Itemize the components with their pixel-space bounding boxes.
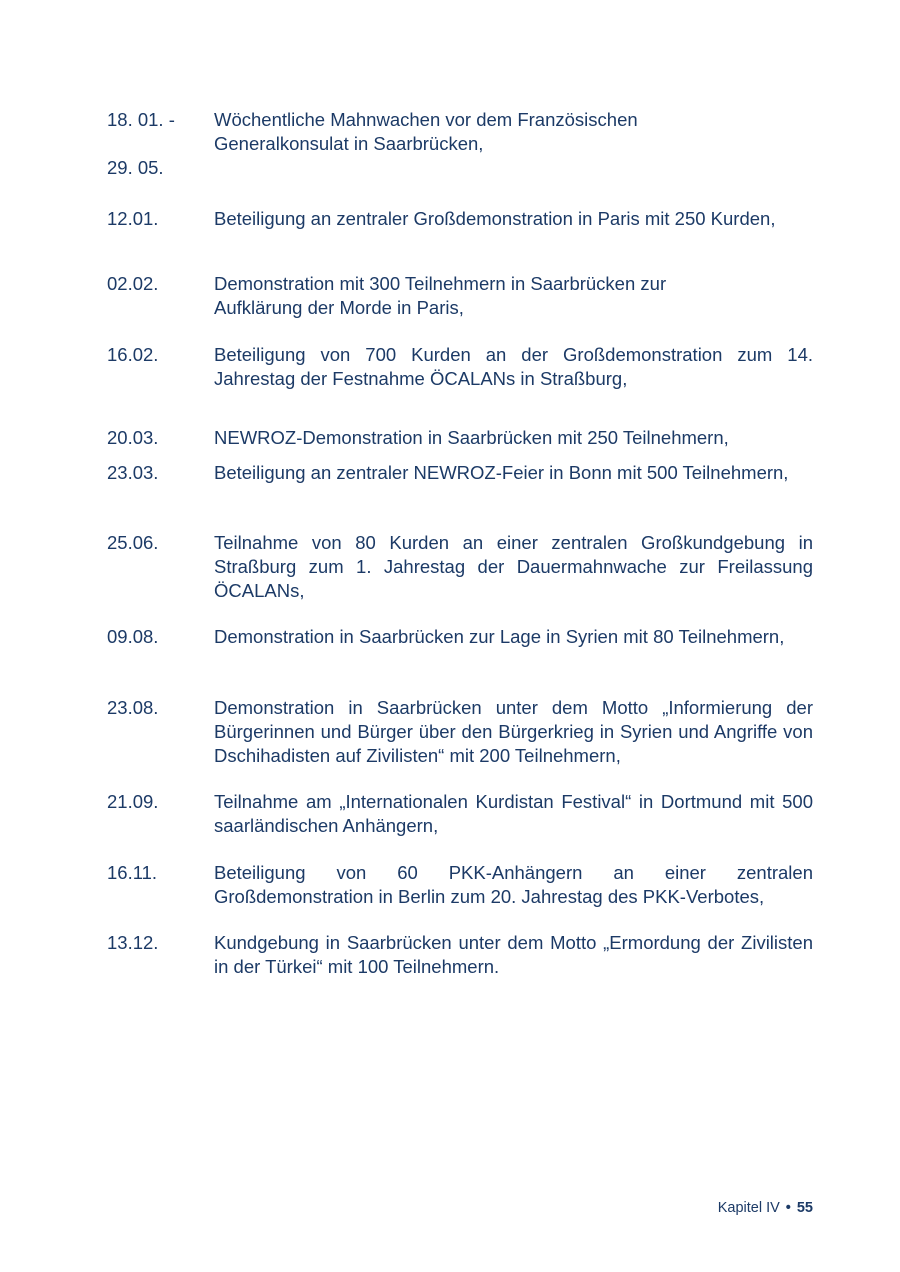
footer-separator: • — [785, 1200, 791, 1216]
list-item — [107, 108, 813, 180]
page-number: 55 — [796, 1200, 813, 1216]
entry-date-end: 29. 05. — [107, 157, 164, 178]
entry-date: 18. 01. - — [107, 109, 175, 130]
entry-text: Beteiligung an zentraler NEWROZ-Feier in Bonn mit 500 Teilnehmern, — [214, 462, 789, 483]
entry-date: 09.08. — [107, 626, 159, 647]
page-footer — [718, 1198, 813, 1218]
entry-text: Teilnahme von 80 Kurden an einer zentralen Großkundgebung in Straßburg zum 1. Jahrestag der Dauermahnwache zur Freilassung ÖCALANs, — [214, 532, 813, 601]
chapter-label: Kapitel IV — [717, 1200, 780, 1216]
entry-text: Kundgebung in Saarbrücken unter dem Motto „Ermordung der Zivilisten in der Türkei“ mit 100 Teilnehmern. — [214, 932, 813, 977]
entry-date: 23.03. — [107, 462, 159, 483]
entry-date: 23.08. — [107, 697, 159, 718]
entry-date: 21.09. — [107, 791, 159, 812]
entry-date: 16.11. — [107, 862, 158, 883]
entry-text: Wöchentliche Mahnwachen vor dem Französischen Generalkonsulat in Saarbrücken, — [214, 109, 638, 154]
entry-text: NEWROZ-Demonstration in Saarbrücken mit 250 Teilnehmern, — [214, 427, 729, 448]
entry-text: Demonstration in Saarbrücken zur Lage in Syrien mit 80 Teilnehmern, — [214, 626, 785, 647]
entry-text: Beteiligung von 700 Kurden an der Großdemonstration zum 14. Jahrestag der Festnahme ÖCALANs in Straßburg, — [214, 344, 813, 389]
entry-text: Demonstration in Saarbrücken unter dem Motto „Informierung der Bürgerinnen und Bürger über den Bürgerkrieg in Syrien und Angriffe von Dschihadisten auf Zivilisten“ mit 200 Teilnehmern, — [214, 697, 813, 766]
entry-text: Teilnahme am „Internationalen Kurdistan Festival“ in Dortmund mit 500 saarländischen Anhängern, — [214, 791, 813, 836]
entry-text: Demonstration mit 300 Teilnehmern in Saarbrücken zur Aufklärung der Morde in Paris, — [214, 273, 667, 318]
entry-date: 12.01. — [107, 208, 159, 229]
entry-date: 25.06. — [107, 532, 159, 553]
entry-text: Beteiligung von 60 PKK-Anhängern an einer zentralen Großdemonstration in Berlin zum 20. Jahrestag des PKK-Verbotes, — [214, 862, 813, 907]
entry-date: 16.02. — [107, 344, 159, 365]
entry-date: 20.03. — [107, 427, 159, 448]
entry-date: 13.12. — [107, 932, 159, 953]
entry-date: 02.02. — [107, 273, 159, 294]
entry-text: Beteiligung an zentraler Großdemonstration in Paris mit 250 Kurden, — [214, 208, 776, 229]
